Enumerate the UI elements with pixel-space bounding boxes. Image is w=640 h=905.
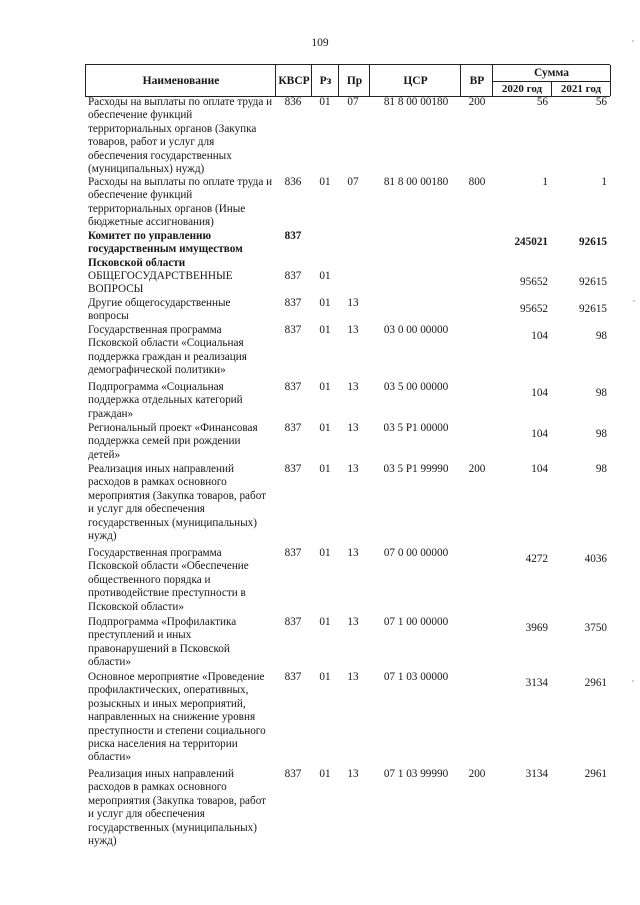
cell-csr: 81 8 00 00180 [383,96,449,108]
cell-pr: 13 [347,616,359,628]
cell-sum-2020: 4272 [525,553,548,565]
cell-pr: 13 [347,422,359,434]
cell-sum-2021: 98 [595,330,607,342]
scan-speck [632,40,634,42]
cell-pr: 13 [347,297,359,309]
table-body [0,96,640,856]
cell-sum-2020: 104 [531,387,548,399]
cell-sum-2021: 1 [601,176,607,188]
cell-rz: 01 [319,768,331,780]
cell-pr: 07 [347,176,359,188]
header-kvsr: КВСР [275,65,312,96]
cell-pr: 13 [347,463,359,475]
cell-rz: 01 [319,422,331,434]
cell-csr: 07 1 00 00000 [383,616,449,628]
cell-csr: 03 5 P1 00000 [383,422,449,434]
cell-csr: 03 5 P1 99990 [383,463,449,475]
cell-sum-2021: 56 [595,96,607,108]
cell-sum-2021: 98 [595,463,607,475]
cell-sum-2021: 98 [595,428,607,440]
cell-sum-2020: 104 [531,428,548,440]
header-csr: ЦСР [369,65,461,96]
cell-csr: 07 0 00 00000 [383,547,449,559]
cell-rz: 01 [319,463,331,475]
header-2020: 2020 год [501,83,543,95]
cell-pr: 13 [347,324,359,336]
cell-rz: 01 [319,270,331,282]
cell-name: Региональный проект «Финансовая поддержка семей при рождении детей» [88,422,258,461]
cell-kvsr: 837 [284,297,302,309]
cell-sum-2021: 92615 [579,236,607,248]
cell-kvsr: 837 [284,547,302,559]
cell-vr: 200 [468,768,486,780]
cell-name: Комитет по управлению государственным имуществом Псковской области [88,230,243,269]
cell-sum-2020: 1 [542,176,548,188]
header-sum-group [492,65,611,96]
cell-kvsr: 837 [284,671,302,683]
header-pr: Пр [338,65,370,96]
cell-sum-2021: 98 [595,387,607,399]
cell-sum-2020: 56 [536,96,548,108]
cell-kvsr: 837 [284,230,302,242]
cell-sum-2021: 4036 [584,553,607,565]
scan-speck [633,300,635,302]
cell-sum-2021: 2961 [584,768,607,780]
cell-rz: 01 [319,671,331,683]
cell-sum-2020: 104 [531,463,548,475]
cell-sum-2020: 95652 [520,303,548,315]
header-2021: 2021 год [551,82,610,96]
header-vr: ВР [460,65,493,96]
cell-sum-2021: 2961 [584,677,607,689]
cell-rz: 01 [319,616,331,628]
cell-csr: 81 8 00 00180 [383,176,449,188]
cell-name: Подпрограмма «Профилактика преступлений и иных правонарушений в Псковской области» [88,616,237,669]
cell-rz: 01 [319,96,331,108]
cell-pr: 13 [347,547,359,559]
cell-name: Расходы на выплаты по оплате труда и обеспечение функций территориальных органов (Иные бюджетные ассигнования) [88,176,273,229]
cell-sum-2020: 245021 [514,236,548,248]
cell-csr: 03 0 00 00000 [383,324,449,336]
cell-vr: 800 [468,176,486,188]
page-number: 109 [311,37,329,49]
cell-sum-2020: 3969 [525,622,548,634]
cell-rz: 01 [319,297,331,309]
cell-pr: 13 [347,768,359,780]
cell-csr: 07 1 03 00000 [383,671,449,683]
cell-rz: 01 [319,381,331,393]
cell-sum-2020: 3134 [525,768,548,780]
cell-name: Реализация иных направлений расходов в рамках основного мероприятия (Закупка товаров, работ и услуг для обеспечения государственных (муниципальных) нужд) [88,768,267,848]
cell-sum-2020: 95652 [520,276,548,288]
cell-kvsr: 837 [284,422,302,434]
cell-sum-2021: 3750 [584,622,607,634]
cell-name: Другие общегосударственные вопросы [88,297,231,323]
cell-name: Реализация иных направлений расходов в рамках основного мероприятия (Закупка товаров, работ и услуг для обеспечения государственных (муниципальных) нужд) [88,463,267,543]
cell-vr: 200 [468,463,486,475]
cell-kvsr: 837 [284,616,302,628]
cell-kvsr: 837 [284,381,302,393]
cell-pr: 07 [347,96,359,108]
header-sum: Сумма [493,65,610,82]
scan-speck [632,680,634,682]
cell-kvsr: 836 [284,96,302,108]
cell-kvsr: 837 [284,270,302,282]
table-header [85,64,610,97]
cell-sum-2020: 3134 [525,677,548,689]
cell-pr: 13 [347,381,359,393]
cell-pr: 13 [347,671,359,683]
cell-name: Расходы на выплаты по оплате труда и обеспечение функций территориальных органов (Закупка товаров, работ и услуг для обеспечения государственных (муниципальных) нужд) [88,96,273,176]
cell-name: Государственная программа Псковской области «Обеспечение общественного порядка и противодействие преступности в Псковской области» [88,547,249,613]
cell-name: Подпрограмма «Социальная поддержка отдельных категорий граждан» [88,381,243,420]
cell-name: ОБЩЕГОСУДАРСТВЕННЫЕ ВОПРОСЫ [88,270,233,296]
cell-kvsr: 837 [284,463,302,475]
cell-name: Основное мероприятие «Проведение профилактических, оперативных, розыскных и иных мероприятий, направленных на снижение уровня преступности и степени социального риска населения на территории области» [88,671,266,764]
cell-sum-2020: 104 [531,330,548,342]
cell-kvsr: 836 [284,176,302,188]
header-rz: Рз [311,65,339,96]
cell-sum-2021: 92615 [579,303,607,315]
cell-rz: 01 [319,547,331,559]
cell-name: Государственная программа Псковской области «Социальная поддержка граждан и реализация демографической политики» [88,324,247,377]
cell-kvsr: 837 [284,324,302,336]
cell-kvsr: 837 [284,768,302,780]
cell-rz: 01 [319,324,331,336]
cell-csr: 07 1 03 99990 [383,768,449,780]
header-name: Наименование [85,65,276,96]
cell-rz: 01 [319,176,331,188]
cell-vr: 200 [468,96,486,108]
cell-csr: 03 5 00 00000 [383,381,449,393]
cell-sum-2021: 92615 [579,276,607,288]
